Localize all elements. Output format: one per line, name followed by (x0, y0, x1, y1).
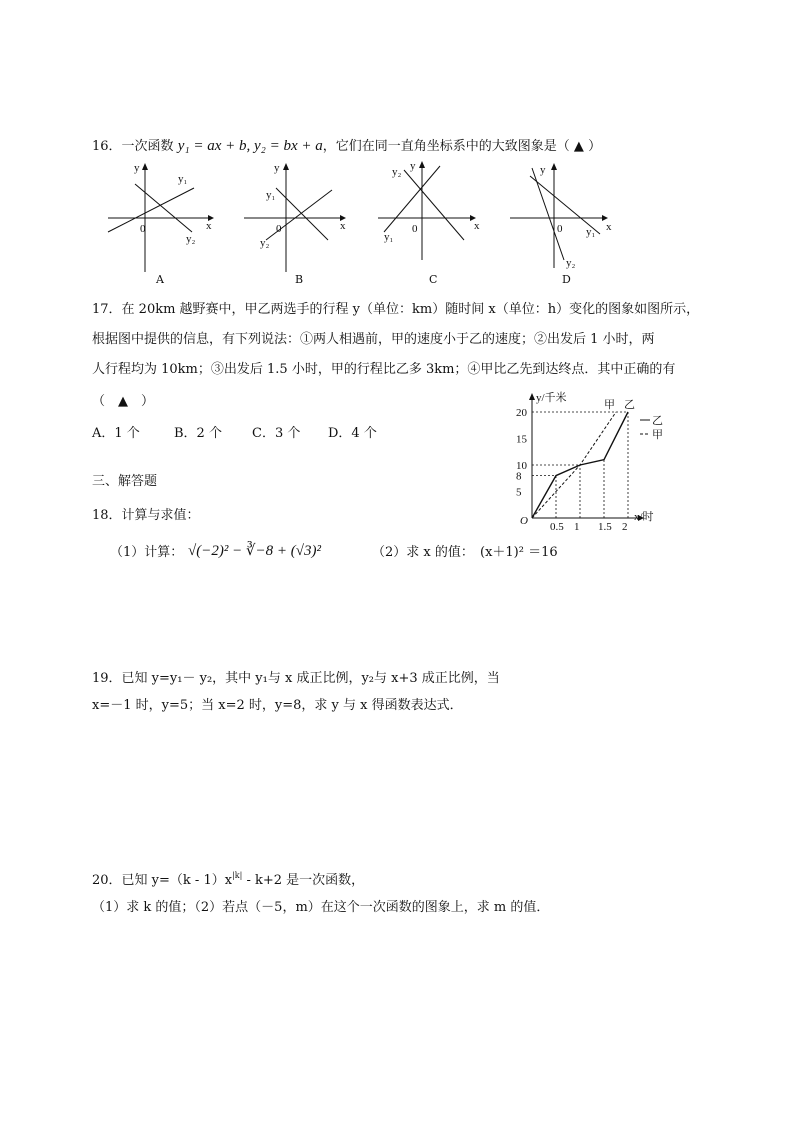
q16-graph-d (506, 160, 636, 280)
q16-graph-c (372, 160, 492, 280)
graph-b-origin: 0 (276, 223, 282, 235)
chart-x-tick: 1.5 (598, 521, 612, 533)
chart-x-tick: 1 (574, 521, 580, 533)
chart-y-tick: 15 (516, 433, 527, 446)
chart-y-tick: 10 (516, 460, 527, 472)
graph-c-x-label: x (474, 220, 480, 232)
graph-a-x-label: x (206, 220, 212, 232)
graph-c-y-label: y (410, 160, 416, 172)
q16-blank: ▲ (573, 139, 584, 154)
q16-formula: y₁ = ax + b, y₂ = bx + a (177, 138, 323, 154)
q16-pre: 一次函数 (121, 139, 174, 154)
graph-a-y-label: y (134, 162, 140, 174)
q16-close: ） (588, 139, 602, 154)
q16-number: 16． (92, 139, 122, 154)
graph-b-y-label: y (274, 162, 280, 174)
q16-post: ，它们在同一直角坐标系中的大致图象是（ (322, 139, 570, 154)
q17-option-c: C．3 个 (252, 426, 301, 441)
chart-y-label: y/千米 (536, 392, 567, 404)
chart-y-tick: 20 (516, 407, 527, 419)
q17-line3: 人行程均为 10km；③出发后 1.5 小时，甲的行程比乙多 3km；④甲比乙先到达终点．其中正确的有 (92, 362, 676, 377)
chart-legend-label: 甲 (652, 429, 663, 441)
q18-part1-formula: √(−2)² − ∛−8 + (√3)² (188, 543, 321, 559)
q19-line2: x=－1 时，y=5；当 x=2 时，y=8，求 y 与 x 得函数表达式． (92, 698, 463, 713)
chart-top-label-jia: 甲 (604, 399, 615, 411)
chart-x-tick: 2 (622, 521, 628, 533)
q19-line1: 19．已知 y=y₁－ y₂，其中 y₁与 x 成正比例，y₂与 x+3 成正比例，当 (92, 671, 500, 686)
q16-graph-a (100, 160, 220, 280)
q20-line1-end: - k+2 是一次函数， (242, 873, 365, 888)
chart-x-tick: 0.5 (550, 521, 564, 533)
graph-b-line2-label: y₂ (260, 237, 270, 249)
q17-line1: 17．在 20km 越野赛中，甲乙两选手的行程 y（单位：km）随时间 x（单位：h）变化的图象如图所示， (92, 302, 700, 317)
q17-line2: 根据图中提供的信息，有下列说法：①两人相遇前，甲的速度小于乙的速度；②出发后 1 小时，两 (92, 332, 655, 347)
q17-option-d: D．4 个 (328, 426, 377, 441)
graph-d-y-label: y (540, 164, 546, 176)
chart-y-tick: 8 (516, 470, 522, 483)
graph-b-line1-label: y₁ (266, 189, 276, 201)
q20-line1-start: 20．已知 y=（k - 1）x (92, 873, 233, 888)
graph-d-line1-label: y₁ (586, 226, 596, 238)
q16-option-c-label: C (429, 273, 438, 286)
q17-blank: （ ▲ ） (92, 394, 154, 409)
graph-a-line2-label: y₂ (186, 233, 196, 245)
q16-stem (92, 138, 601, 155)
q18-part1-label: （1）计算： (110, 545, 184, 560)
graph-c-line1-label: y₂ (392, 166, 402, 178)
graph-d-x-label: x (606, 221, 612, 233)
q20-exponent: |k| (232, 871, 243, 880)
q17-chart (508, 392, 668, 532)
q20-line2: （1）求 k 的值；（2）若点（－5，m）在这个一次函数的图象上，求 m 的值． (92, 900, 550, 915)
q18-part2-formula: (x＋1)² ＝16 (480, 545, 558, 560)
q18-title: 18．计算与求值： (92, 508, 200, 523)
graph-a-line1-label: y₁ (178, 173, 188, 185)
graph-a-origin: 0 (140, 223, 146, 235)
q16-option-a-label: A (156, 273, 164, 286)
q17-option-b: B．2 个 (174, 426, 222, 441)
graph-c-line2-label: y₁ (384, 231, 394, 243)
q16-graph-b (236, 160, 356, 280)
graph-c-origin: 0 (412, 223, 418, 235)
q20-line1 (92, 868, 364, 889)
q16-option-b-label: B (295, 273, 304, 286)
q18-part2-label: （2）求 x 的值： (372, 545, 474, 560)
chart-y-tick: 5 (516, 486, 522, 499)
chart-top-label-yi: 乙 (624, 399, 635, 411)
chart-origin: O (520, 515, 528, 527)
chart-x-label: x/时 (634, 511, 654, 523)
section-3-heading: 三、解答题 (92, 474, 158, 489)
chart-legend-label: 乙 (652, 415, 663, 427)
graph-d-line2-label: y₂ (566, 257, 576, 269)
q16-option-d-label: D (562, 273, 571, 286)
graph-d-origin: 0 (557, 223, 563, 235)
q17-option-a: A．1 个 (92, 426, 140, 441)
graph-b-x-label: x (340, 220, 346, 232)
